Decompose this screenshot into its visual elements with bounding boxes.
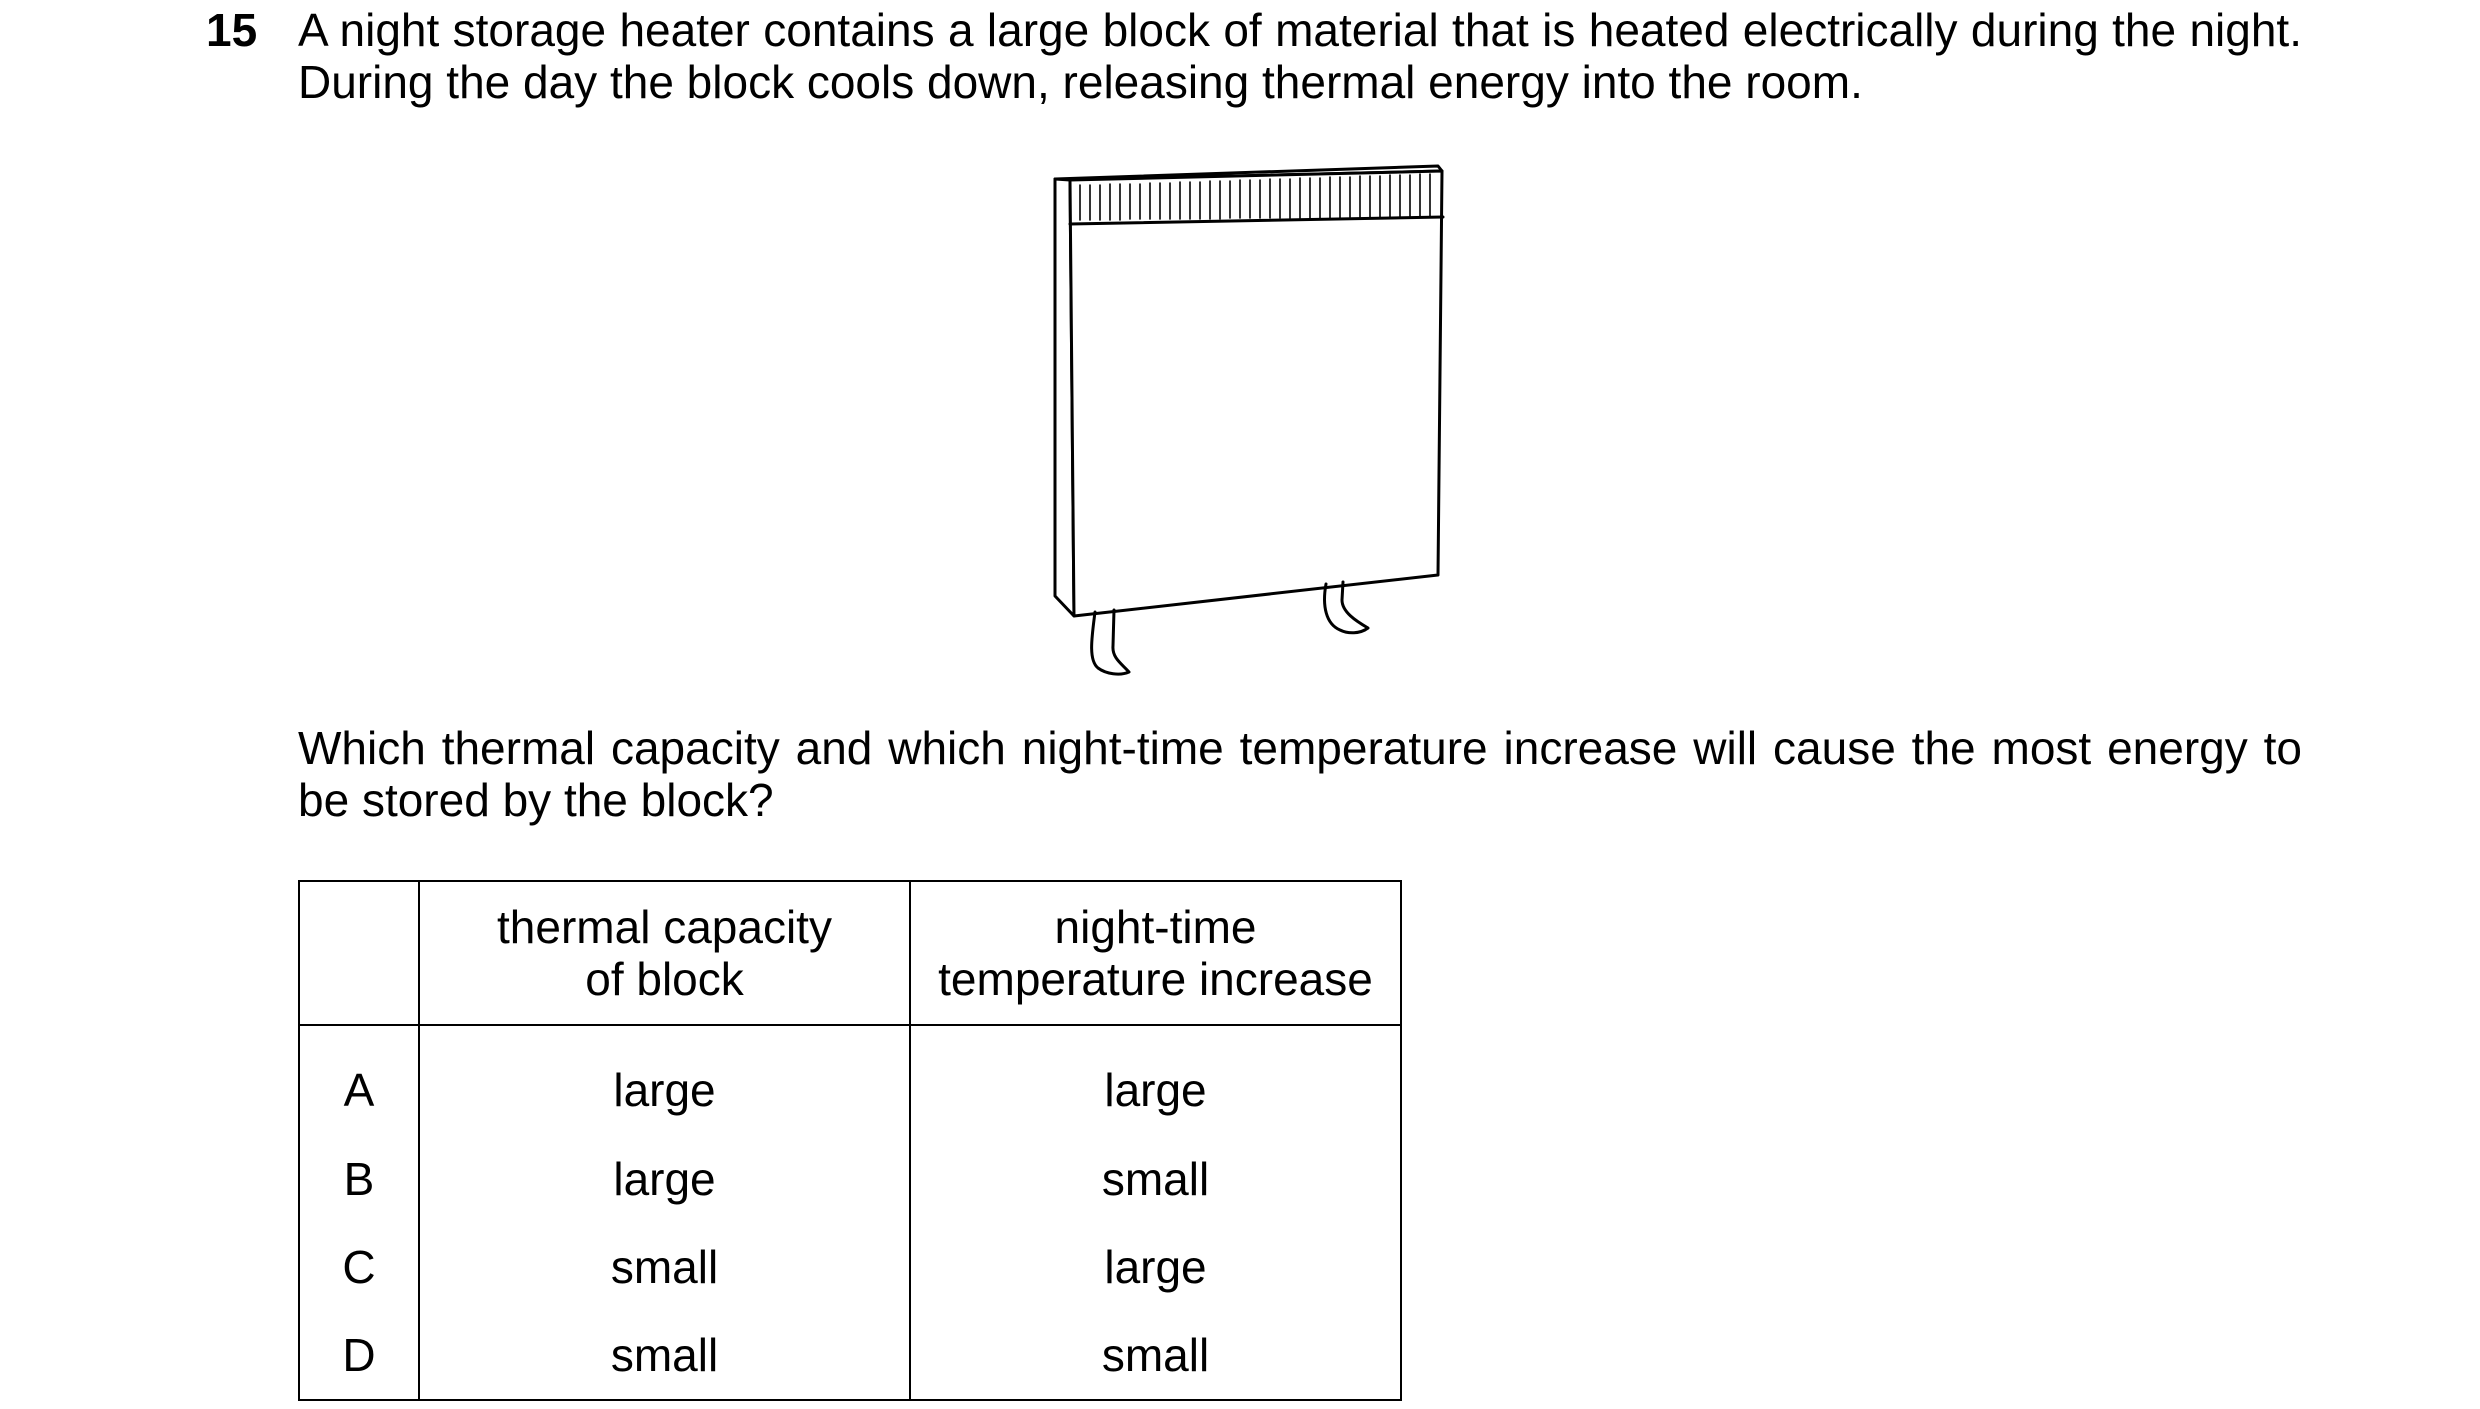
option-letter: C bbox=[299, 1223, 419, 1311]
option-row-a bbox=[299, 1025, 1401, 1135]
option-increase: large bbox=[910, 1223, 1401, 1311]
header-thermal-capacity-line2: of block bbox=[585, 953, 744, 1005]
header-temperature-increase-line2: temperature increase bbox=[938, 953, 1373, 1005]
option-increase: small bbox=[910, 1311, 1401, 1400]
header-thermal-capacity bbox=[419, 881, 910, 1025]
option-increase: small bbox=[910, 1135, 1401, 1223]
heater-right-foot bbox=[1325, 582, 1368, 633]
option-row-d bbox=[299, 1311, 1401, 1400]
question-stem: A night storage heater contains a large block of material that is heated electrically during the night. During the day the block cools down, releasing thermal energy into the room. bbox=[298, 4, 2302, 108]
option-letter: B bbox=[299, 1135, 419, 1223]
option-row-c bbox=[299, 1223, 1401, 1311]
option-capacity: small bbox=[419, 1223, 910, 1311]
option-letter: D bbox=[299, 1311, 419, 1400]
header-blank-cell bbox=[299, 881, 419, 1025]
header-temperature-increase-line1: night-time bbox=[1054, 901, 1257, 953]
storage-heater-illustration bbox=[1050, 158, 1450, 678]
option-capacity: large bbox=[419, 1025, 910, 1135]
question-number: 15 bbox=[206, 4, 258, 56]
header-thermal-capacity-line1: thermal capacity bbox=[497, 901, 832, 953]
option-capacity: large bbox=[419, 1135, 910, 1223]
header-temperature-increase bbox=[910, 881, 1401, 1025]
question-prompt: Which thermal capacity and which night-time temperature increase will cause the most energy to be stored by the block? bbox=[298, 722, 2302, 826]
option-letter: A bbox=[299, 1025, 419, 1135]
answer-options-table bbox=[298, 880, 1402, 1401]
heater-front bbox=[1070, 171, 1442, 616]
option-capacity: small bbox=[419, 1311, 910, 1400]
option-row-b bbox=[299, 1135, 1401, 1223]
option-increase: large bbox=[910, 1025, 1401, 1135]
heater-left-foot bbox=[1092, 610, 1129, 674]
